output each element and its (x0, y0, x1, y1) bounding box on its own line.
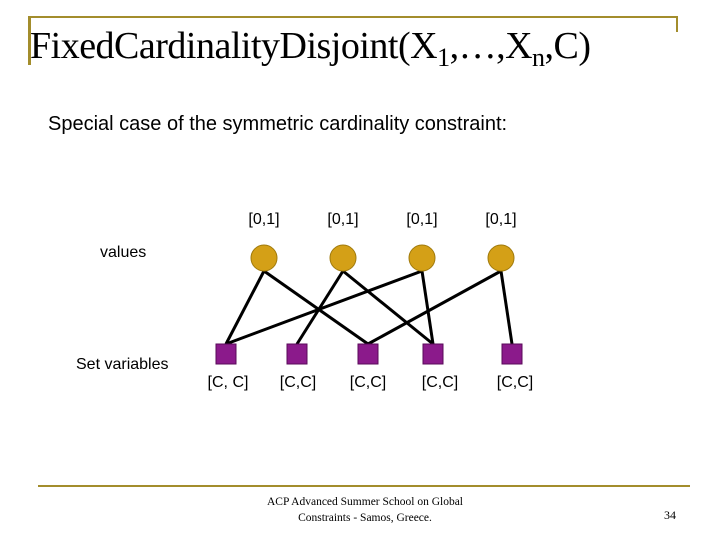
values-label: values (100, 244, 147, 261)
footer-rule (38, 485, 690, 487)
footer-line-2: Constraints - Samos, Greece. (298, 512, 432, 524)
value-node-3 (409, 245, 435, 271)
set-node-1 (216, 344, 236, 364)
page-number: 34 (664, 508, 676, 522)
footer-line-1: ACP Advanced Summer School on Global (266, 496, 464, 508)
value-node-label-3: [0,1] (406, 211, 438, 228)
edges-group (226, 271, 512, 344)
slide-title: $FixedCardinalityDisjoint(X_1,\dots,X_n,C)$ (30, 25, 591, 72)
value-node-2 (330, 245, 356, 271)
value-node-label-4: [0,1] (485, 211, 517, 228)
value-node-label-2: [0,1] (327, 211, 359, 228)
value-node-1 (251, 245, 277, 271)
edge-value3-set4 (422, 271, 433, 344)
edge-value3-set1 (226, 271, 422, 344)
value-node-label-1: [0,1] (248, 211, 280, 228)
set-nodes-group (208, 344, 534, 391)
set-node-5 (502, 344, 522, 364)
set-node-3 (358, 344, 378, 364)
set-node-label-5: [C,C] (496, 374, 534, 391)
edge-value4-set5 (501, 271, 512, 344)
set-node-4 (423, 344, 443, 364)
footer-text (230, 494, 500, 526)
set-node-label-2: [C,C] (279, 374, 317, 391)
value-node-4 (488, 245, 514, 271)
set-node-label-3: [C,C] (349, 374, 387, 391)
set-node-label-1: [C, C] (207, 374, 249, 391)
set-node-label-4: [C,C] (421, 374, 459, 391)
value-nodes-group (248, 211, 516, 271)
set-variables-label: Set variables (76, 356, 169, 373)
edge-value1-set3 (264, 271, 368, 344)
slide-subtitle: Special case of the symmetric cardinality constraint: (48, 113, 508, 135)
set-node-2 (287, 344, 307, 364)
